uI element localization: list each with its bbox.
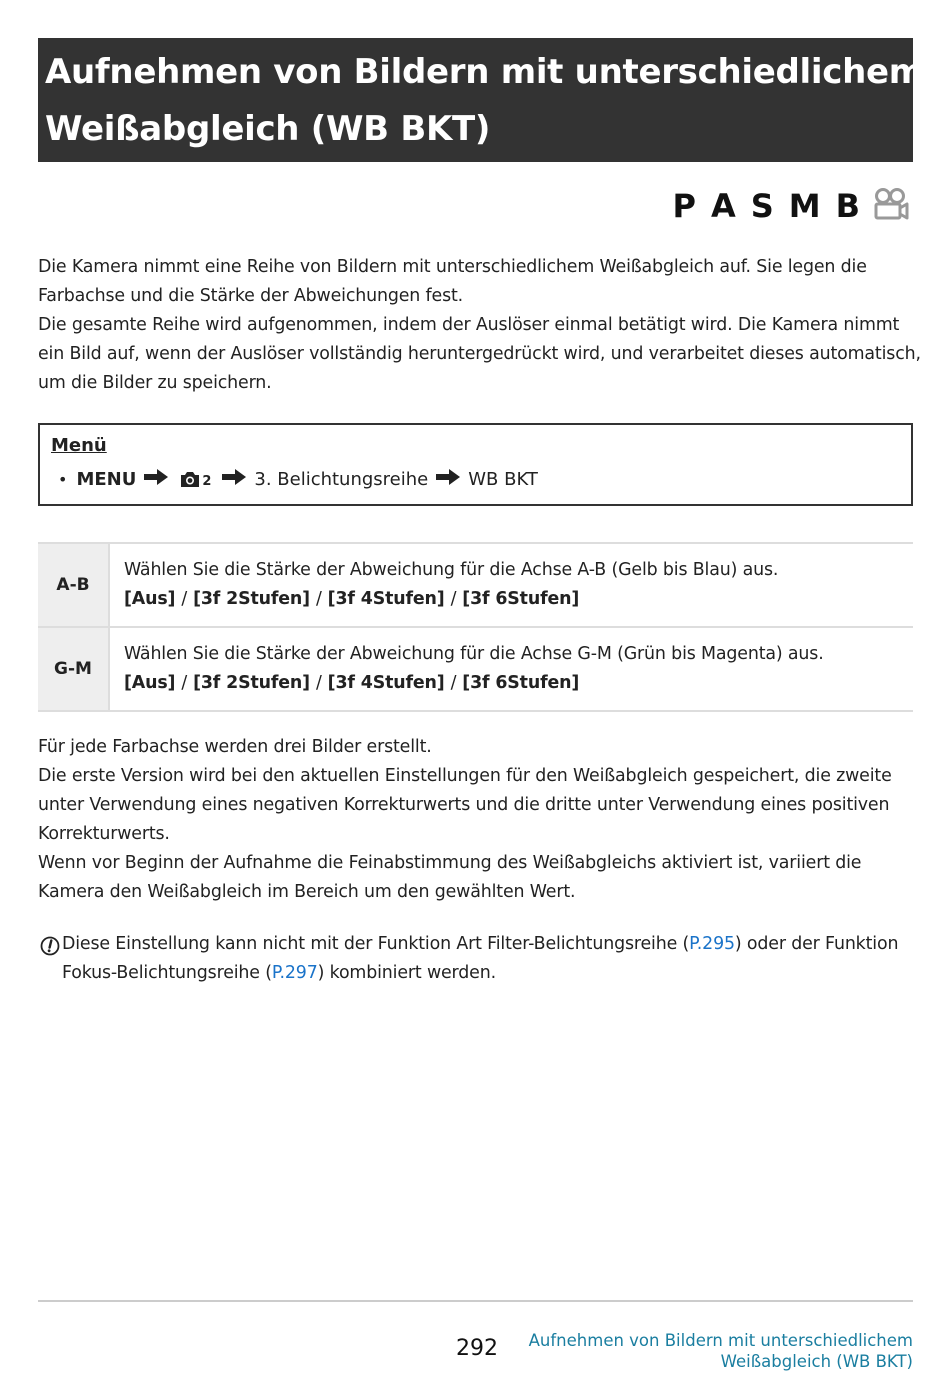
intro-line: um die Bilder zu speichern. <box>38 373 272 393</box>
menu-path-box <box>38 423 913 506</box>
option-values <box>124 669 913 698</box>
option-key: A-B <box>38 543 109 627</box>
value-separator: / <box>315 673 322 693</box>
option-value: [3f 6Stufen] <box>462 673 580 693</box>
value-separator: / <box>181 673 188 693</box>
option-description-text: Wählen Sie die Stärke der Abweichung für die Achse A-B (Gelb bis Blau) aus. <box>124 560 779 580</box>
page-number: 292 <box>456 1336 498 1361</box>
option-value: [Aus] <box>124 589 176 609</box>
page-link-295[interactable]: P.295 <box>689 934 735 954</box>
note-text-segment: Fokus-Belichtungsreihe ( <box>62 963 272 983</box>
mode-a: A <box>710 187 736 225</box>
caution-note <box>38 930 918 988</box>
option-description <box>109 543 913 627</box>
option-description-text: Wählen Sie die Stärke der Abweichung für die Achse G-M (Grün bis Magenta) aus. <box>124 644 824 664</box>
menu-heading: Menü <box>51 435 107 456</box>
note-text-segment: Diese Einstellung kann nicht mit der Funktion Art Filter-Belichtungsreihe ( <box>62 934 690 954</box>
intro-text <box>38 253 921 398</box>
option-key: G-M <box>38 627 109 711</box>
menu-item: 3. Belichtungsreihe <box>254 468 429 490</box>
mode-m: M <box>788 187 821 225</box>
intro-line: Farbachse und die Stärke der Abweichungen fest. <box>38 286 464 306</box>
page-title-line-1: Aufnehmen von Bildern mit unterschiedlichem <box>45 52 924 92</box>
menu-key: MENU <box>76 468 137 490</box>
body-line: Kamera den Weißabgleich im Bereich um den gewählten Wert. <box>38 882 576 902</box>
arrow-right-icon <box>144 469 168 490</box>
mode-b: B <box>835 187 860 225</box>
option-value: [Aus] <box>124 673 176 693</box>
arrow-right-icon <box>222 469 246 490</box>
option-value: [3f 4Stufen] <box>327 589 445 609</box>
page-link-297[interactable]: P.297 <box>271 963 318 983</box>
option-value: [3f 6Stufen] <box>462 589 580 609</box>
footer-chapter-link[interactable] <box>529 1330 913 1372</box>
body-text <box>38 733 918 907</box>
bullet: • <box>58 469 68 489</box>
caution-icon <box>40 936 60 966</box>
note-line-2 <box>62 959 918 988</box>
value-separator: / <box>450 673 457 693</box>
footer-divider <box>38 1300 913 1302</box>
body-line: Für jede Farbachse werden drei Bilder erstellt. <box>38 737 432 757</box>
note-line-1 <box>62 930 918 959</box>
option-values <box>124 585 913 614</box>
movie-camera-icon <box>872 187 910 225</box>
camera-tab-number: 2 <box>202 474 212 489</box>
intro-line: Die Kamera nimmt eine Reihe von Bildern mit unterschiedlichem Weißabgleich auf. Sie legen die <box>38 257 867 277</box>
body-line: Korrekturwerts. <box>38 824 170 844</box>
body-line: unter Verwendung eines negativen Korrekturwerts und die dritte unter Verwendung eines positiven <box>38 795 890 815</box>
menu-path <box>58 464 538 494</box>
shooting-modes <box>658 186 911 226</box>
body-line: Die erste Version wird bei den aktuellen Einstellungen für den Weißabgleich gespeichert, die zweite <box>38 766 892 786</box>
option-description <box>109 627 913 711</box>
option-value: [3f 2Stufen] <box>193 589 310 609</box>
mode-p: P <box>672 187 696 225</box>
table-row <box>38 543 913 627</box>
camera-tab-icon <box>179 470 211 488</box>
note-text-segment: ) kombiniert werden. <box>317 963 496 983</box>
intro-line: Die gesamte Reihe wird aufgenommen, indem der Auslöser einmal betätigt wird. Die Kamera nimmt <box>38 315 900 335</box>
table-row <box>38 627 913 711</box>
mode-s: S <box>750 187 774 225</box>
note-text <box>62 930 918 988</box>
arrow-right-icon <box>436 469 460 490</box>
value-separator: / <box>450 589 457 609</box>
intro-line: ein Bild auf, wenn der Auslöser vollständig heruntergedrückt wird, und verarbeitet dieses automatisch, <box>38 344 921 364</box>
option-value: [3f 2Stufen] <box>193 673 310 693</box>
page-title-line-2: Weißabgleich (WB BKT) <box>45 109 491 149</box>
value-separator: / <box>181 589 188 609</box>
value-separator: / <box>315 589 322 609</box>
page-title-bar <box>38 38 924 162</box>
menu-setting: WB BKT <box>468 468 538 490</box>
body-line: Wenn vor Beginn der Aufnahme die Feinabstimmung des Weißabgleichs aktiviert ist, variiert die <box>38 853 862 873</box>
option-value: [3f 4Stufen] <box>327 673 445 693</box>
note-text-segment: ) oder der Funktion <box>734 934 899 954</box>
footer-title-line-1: Aufnehmen von Bildern mit unterschiedlichem <box>528 1331 913 1350</box>
footer-title-line-2: Weißabgleich (WB BKT) <box>720 1352 913 1371</box>
options-table <box>38 542 913 712</box>
